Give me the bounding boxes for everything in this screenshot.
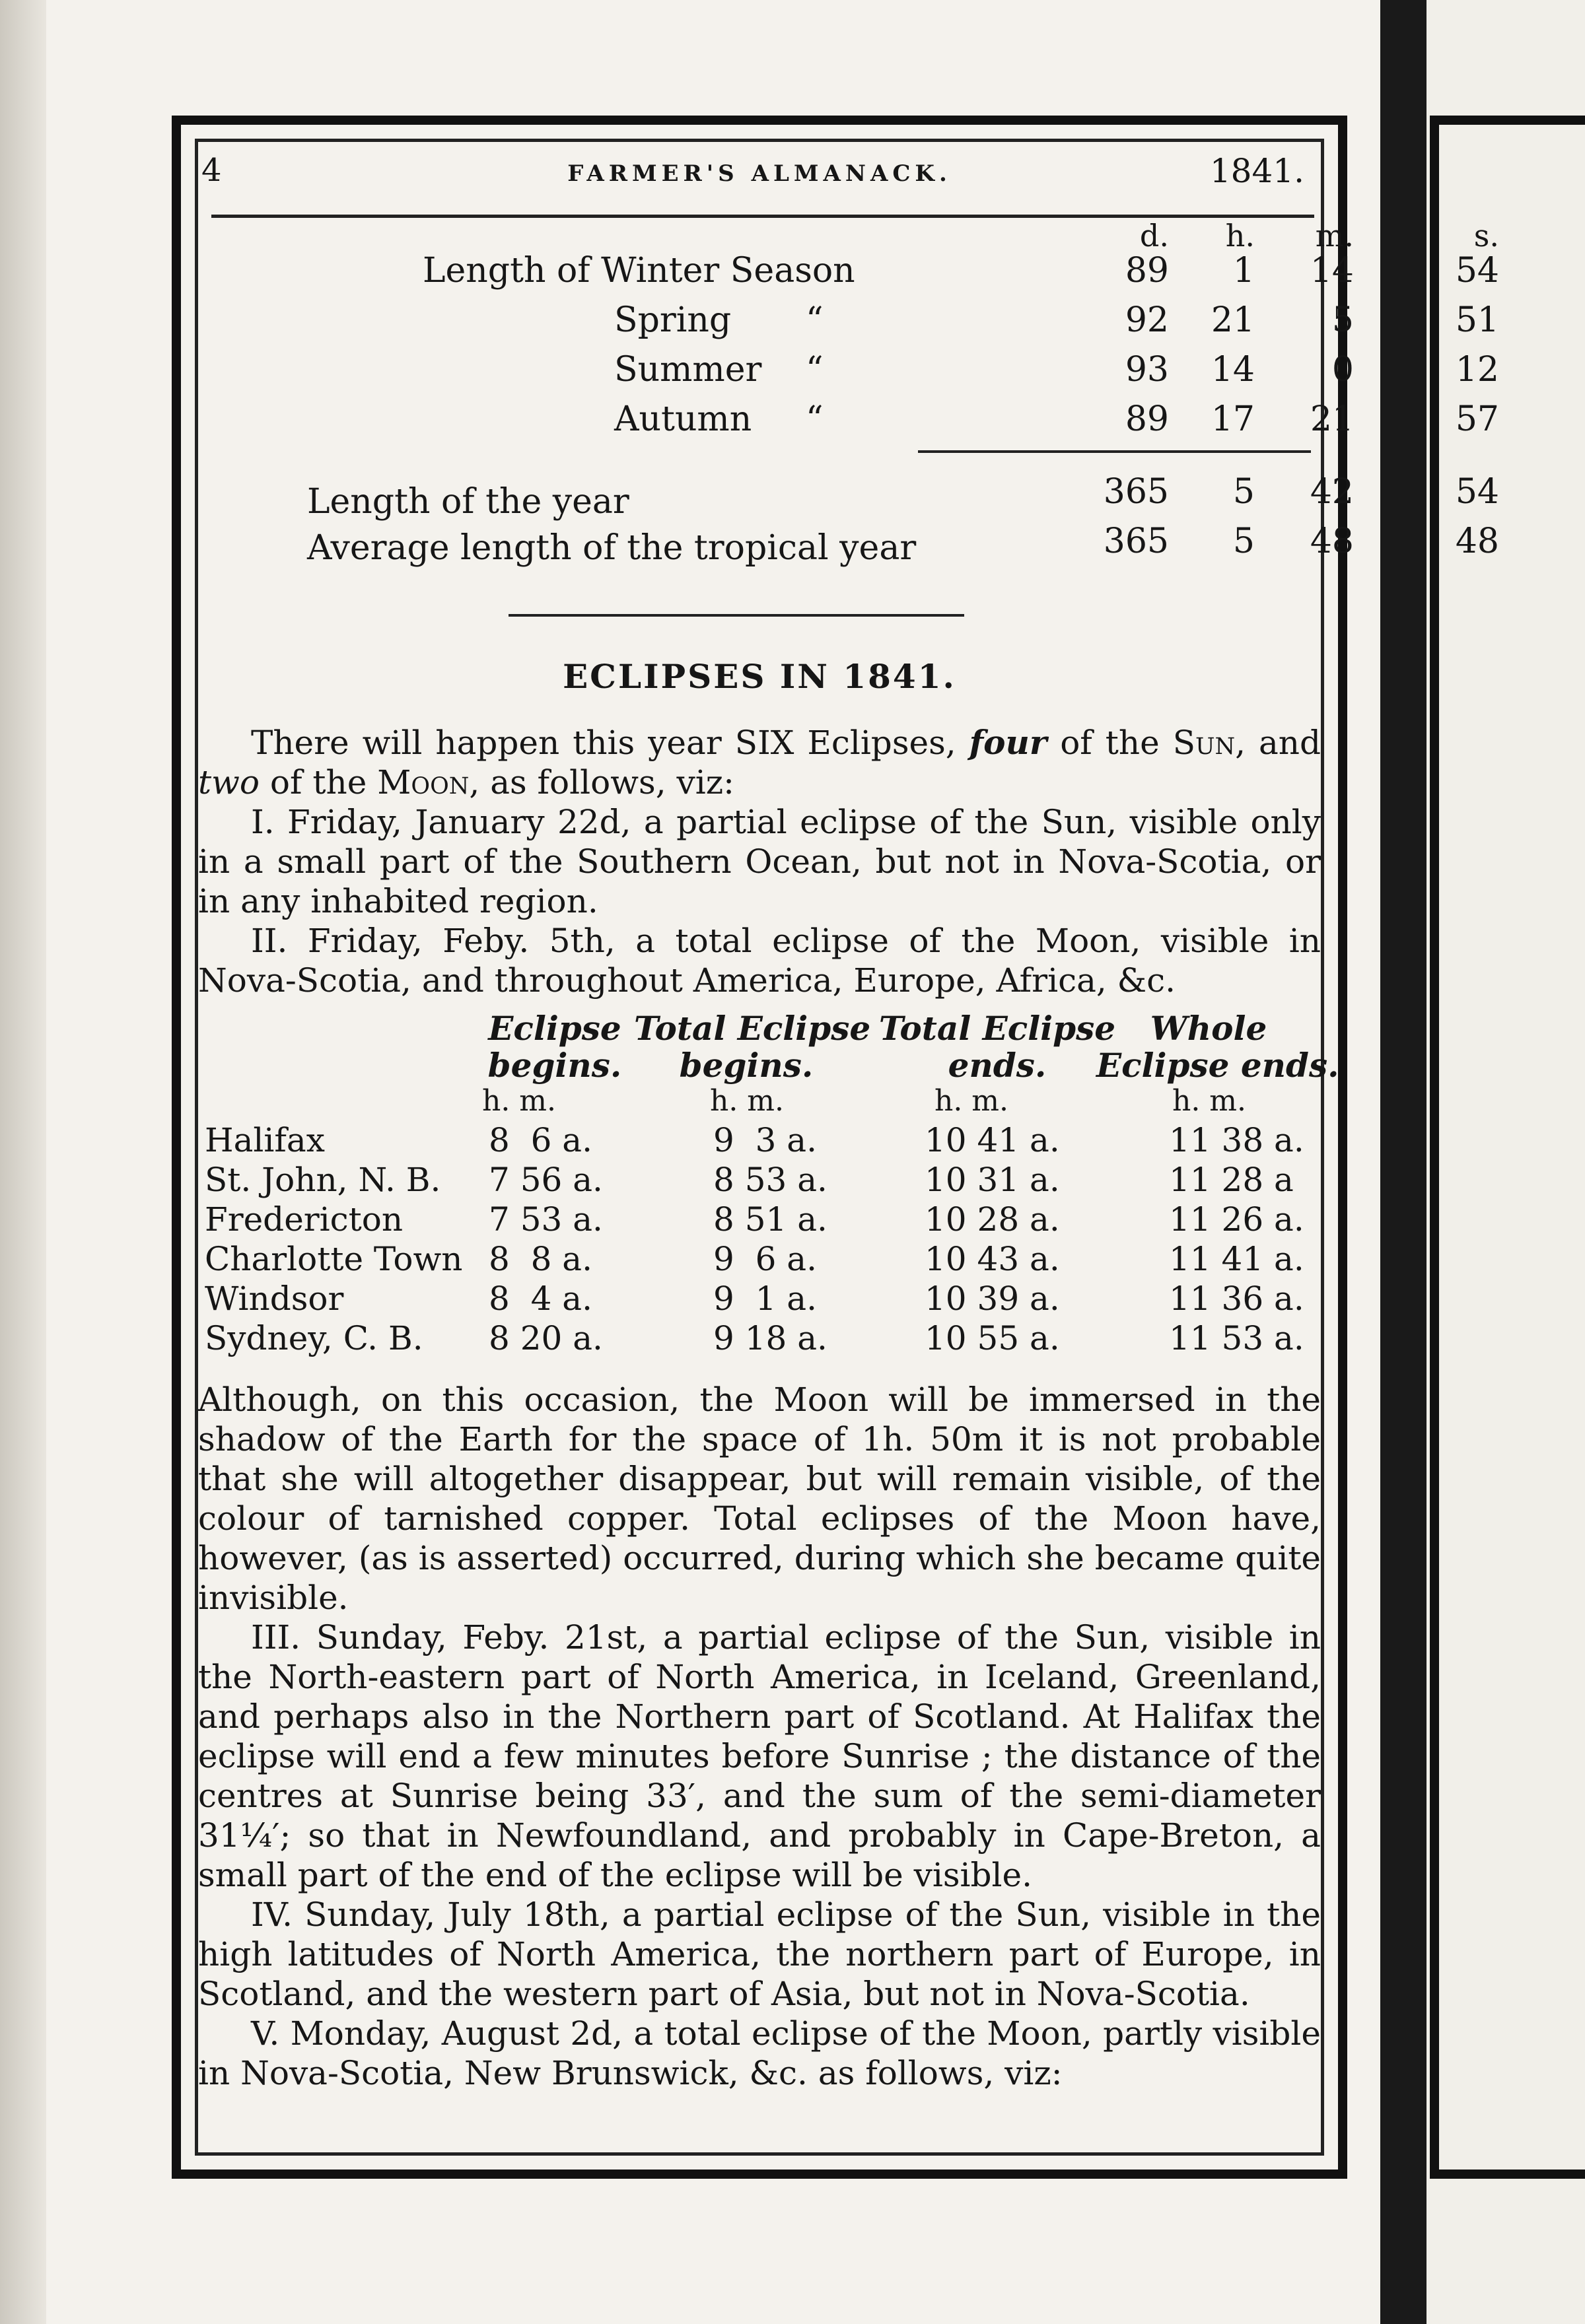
season-length-table xyxy=(198,218,1499,601)
unit-days: d. xyxy=(1139,218,1169,254)
season-label: Spring xyxy=(614,300,732,340)
eclipse-item-5: V. Monday, August 2d, a total eclipse of the Moon, partly visible in Nova-Scotia, New Brunswick, &c. as follows, viz: xyxy=(198,2014,1321,2092)
time-begins: 8 20 a. xyxy=(489,1319,603,1357)
place-name: Halifax xyxy=(205,1121,325,1159)
time-whole-ends: 11 53 a. xyxy=(1169,1319,1304,1357)
unit-seconds: s. xyxy=(1473,218,1499,254)
intro-four: four xyxy=(969,723,1047,762)
running-header xyxy=(198,142,1321,215)
col-header-line: Eclipse ends. xyxy=(1096,1046,1339,1085)
time-total-ends: 10 28 a. xyxy=(925,1200,1060,1239)
col-header-line: ends. xyxy=(948,1046,1047,1085)
intro-text: , and xyxy=(1235,724,1321,762)
season-hours: 14 xyxy=(1211,350,1255,390)
place-name: Charlotte Town xyxy=(205,1240,463,1278)
total-seconds: 48 xyxy=(1455,522,1499,561)
col-eclipse-begins xyxy=(476,1010,634,1084)
eclipses-body xyxy=(198,1380,1321,2093)
time-whole-ends: 11 38 a. xyxy=(1169,1121,1304,1159)
sum-rule xyxy=(918,450,1311,453)
total-hours: 5 xyxy=(1232,522,1255,561)
col-total-begins xyxy=(634,1009,871,1085)
total-hours: 5 xyxy=(1232,472,1255,512)
intro-text: of the xyxy=(1047,724,1173,762)
season-days: 89 xyxy=(1125,251,1169,290)
time-total-ends: 10 31 a. xyxy=(925,1161,1060,1199)
running-title: FARMER'S ALMANACK. xyxy=(567,160,952,187)
intro-moon: Moon xyxy=(377,763,470,802)
eclipse-times-table xyxy=(198,1009,1339,1357)
total-minutes: 42 xyxy=(1310,472,1354,512)
total-seconds: 54 xyxy=(1455,472,1499,512)
time-total-ends: 10 41 a. xyxy=(925,1121,1060,1159)
ditto-mark: “ xyxy=(806,300,824,340)
unit-minutes: m. xyxy=(1315,218,1354,254)
total-minutes: 48 xyxy=(1310,522,1354,561)
time-total-begins: 8 51 a. xyxy=(713,1200,828,1239)
scan-edge-left xyxy=(0,0,46,2324)
unit-hm: h. m. xyxy=(710,1084,785,1118)
eclipse-item-1: I. Friday, January 22d, a partial eclipse of the Sun, visible only in a small part of the Southern Ocean, but not in Nova-Scotia, or in any inhabited region. xyxy=(198,803,1321,920)
unit-hm: h. m. xyxy=(1172,1084,1247,1118)
time-begins: 7 53 a. xyxy=(489,1200,603,1239)
time-whole-ends: 11 41 a. xyxy=(1169,1240,1304,1278)
season-seconds: 51 xyxy=(1455,300,1499,340)
total-label: Average length of the tropical year xyxy=(307,528,917,568)
time-total-begins: 9 3 a. xyxy=(713,1121,818,1159)
season-hours: 21 xyxy=(1211,300,1255,340)
season-label: Autumn xyxy=(614,399,752,439)
place-name: Windsor xyxy=(205,1280,344,1318)
unit-hm: h. m. xyxy=(934,1084,1009,1118)
col-header-line: begins. xyxy=(679,1046,814,1085)
book-gutter xyxy=(1380,0,1426,2324)
season-seconds: 57 xyxy=(1455,399,1499,439)
intro-text: , as follows, viz: xyxy=(469,763,734,802)
unit-hm: h. m. xyxy=(482,1084,557,1118)
time-whole-ends: 11 36 a. xyxy=(1169,1280,1304,1318)
season-seconds: 54 xyxy=(1455,251,1499,290)
season-minutes: 14 xyxy=(1310,251,1354,290)
total-days: 365 xyxy=(1103,472,1169,512)
eclipses-heading: ECLIPSES IN 1841. xyxy=(563,657,956,696)
place-name: Fredericton xyxy=(205,1200,404,1239)
intro-text: There will happen this year SIX Eclipses, xyxy=(251,724,969,762)
season-hours: 17 xyxy=(1211,399,1255,439)
eclipse-item-4: IV. Sunday, July 18th, a partial eclipse of the Sun, visible in the high latitudes of North America, the northern part of Europe, in Scotland, and the western part of Asia, but not in Nova-Scotia. xyxy=(198,1896,1321,2013)
section-rule xyxy=(509,614,964,617)
col-header-line: Whole xyxy=(1150,1009,1267,1048)
eclipses-intro xyxy=(198,723,1321,1000)
time-begins: 8 6 a. xyxy=(489,1121,593,1159)
page-number: 4 xyxy=(201,152,222,189)
total-label: Length of the year xyxy=(307,482,629,522)
season-minutes: 21 xyxy=(1310,399,1354,439)
time-total-begins: 9 1 a. xyxy=(713,1280,818,1318)
intro-paragraph xyxy=(198,723,1321,802)
time-begins: 8 8 a. xyxy=(489,1240,593,1278)
time-total-ends: 10 43 a. xyxy=(925,1240,1060,1278)
eclipse-item-2: II. Friday, Feby. 5th, a total eclipse of the Moon, visible in Nova-Scotia, and throughout America, Europe, Africa, &c. xyxy=(198,922,1321,1000)
intro-sun: Sun xyxy=(1172,724,1236,762)
time-whole-ends: 11 28 a xyxy=(1169,1161,1294,1199)
time-begins: 8 4 a. xyxy=(489,1280,593,1318)
place-name: Sydney, C. B. xyxy=(205,1319,423,1357)
col-header-line: Eclipse xyxy=(488,1009,621,1048)
season-minutes: 5 xyxy=(1331,300,1354,340)
season-days: 89 xyxy=(1125,399,1169,439)
season-days: 93 xyxy=(1125,350,1169,390)
eclipse-note: Although, on this occasion, the Moon will be immersed in the shadow of the Earth for the space of 1h. 50m it is not probable that she will altogether disappear, but will remain visible, of the colour of tarnished copper. Total eclipses of the Moon have, however, (as is asserted) occurred, during which she became quite invisible. xyxy=(198,1381,1321,1617)
place-name: St. John, N. B. xyxy=(205,1161,441,1199)
time-begins: 7 56 a. xyxy=(489,1161,603,1199)
ditto-mark: “ xyxy=(806,399,824,439)
eclipse-item-3: III. Sunday, Feby. 21st, a partial eclipse of the Sun, visible in the North-eastern part of North America, in Iceland, Greenland, and perhaps also in the Northern part of Scotland. At Halifax the eclipse will end a few minutes before Sunrise ; the distance of the centres at Sunrise being 33′, and the sum of the semi-diameter 31¼′; so that in Newfoundland, and probably in Cape-Breton, a small part of the end of the eclipse will be visible. xyxy=(198,1618,1321,1894)
time-total-begins: 8 53 a. xyxy=(713,1161,828,1199)
col-total-ends xyxy=(872,1010,1123,1084)
ditto-mark: “ xyxy=(806,350,824,390)
col-whole-ends xyxy=(1096,1009,1339,1085)
time-total-begins: 9 6 a. xyxy=(713,1240,818,1278)
unit-hours: h. xyxy=(1225,218,1255,254)
col-header-line: Total Eclipse xyxy=(634,1009,871,1048)
season-label: Summer xyxy=(614,350,762,390)
intro-text: of the xyxy=(260,763,378,802)
time-total-begins: 9 18 a. xyxy=(713,1319,828,1357)
header-year: 1841. xyxy=(1209,152,1304,190)
season-label: Length of Winter Season xyxy=(423,251,855,290)
time-whole-ends: 11 26 a. xyxy=(1169,1200,1304,1239)
season-hours: 1 xyxy=(1232,251,1255,290)
time-total-ends: 10 39 a. xyxy=(925,1280,1060,1318)
col-header-line: begins. xyxy=(487,1046,622,1085)
season-seconds: 12 xyxy=(1455,350,1499,390)
time-total-ends: 10 55 a. xyxy=(925,1319,1060,1357)
col-header-line: Total Eclipse xyxy=(878,1009,1116,1048)
total-days: 365 xyxy=(1103,522,1169,561)
season-minutes: 0 xyxy=(1331,350,1354,390)
season-days: 92 xyxy=(1125,300,1169,340)
intro-two: two xyxy=(198,763,260,802)
